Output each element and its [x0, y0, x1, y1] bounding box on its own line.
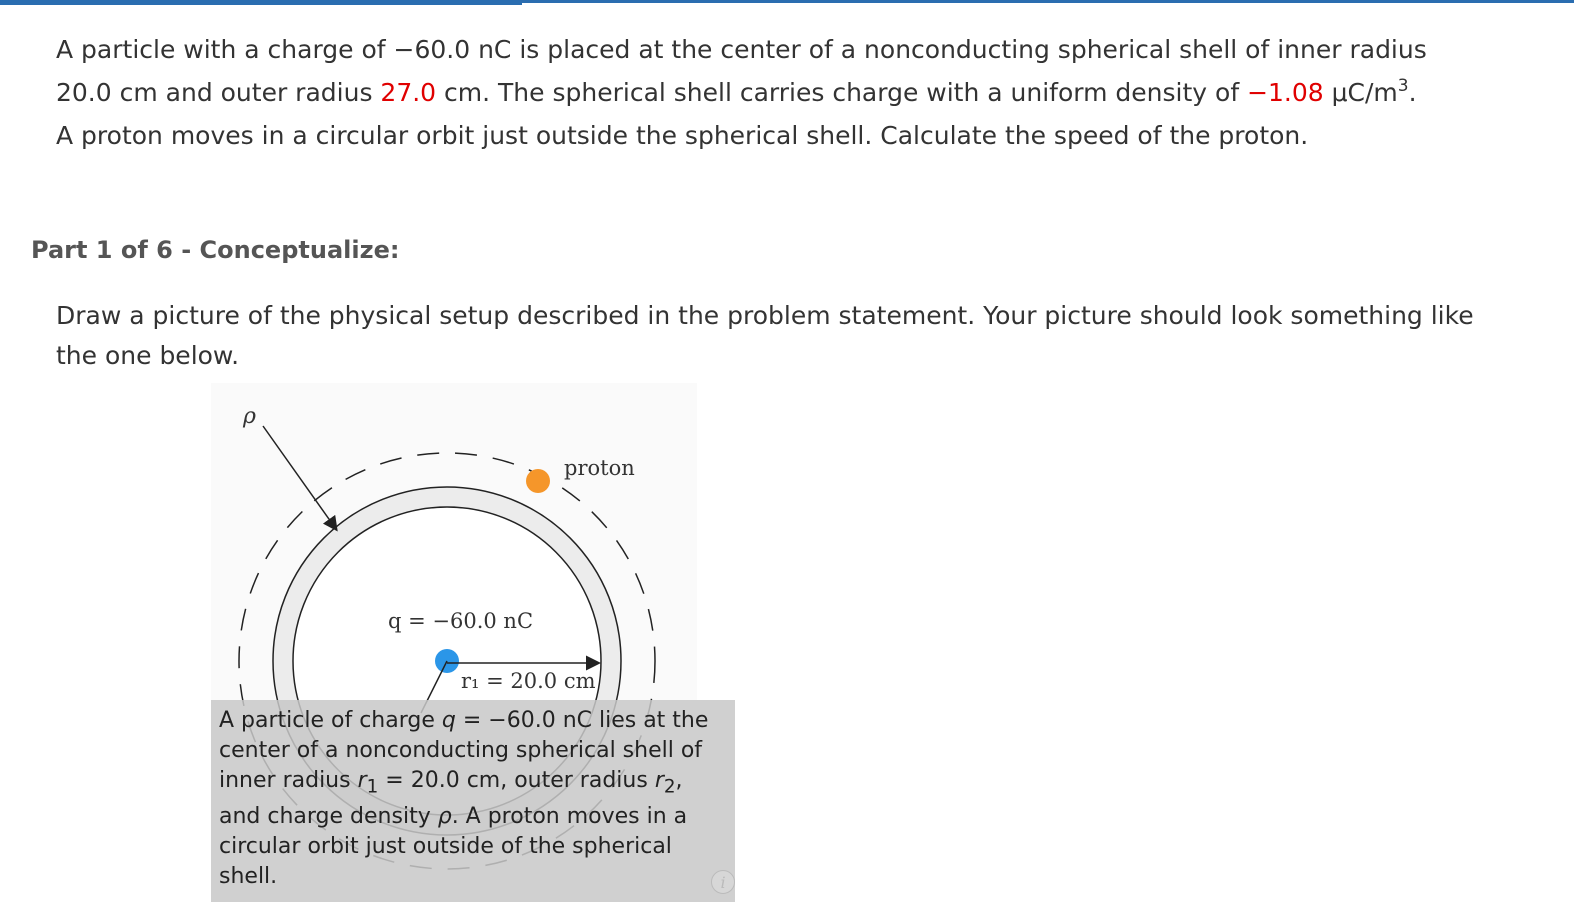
problem-text: .: [1408, 78, 1417, 107]
caption-var-rho: ρ: [437, 804, 452, 830]
info-icon[interactable]: i: [711, 870, 735, 894]
caption-var-q: q: [441, 708, 456, 733]
charge-density-value: −1.08: [1247, 78, 1324, 107]
caption-text: , and charge density: [219, 768, 683, 830]
caption-text: A particle of charge: [219, 708, 442, 733]
problem-text: 20.0 cm and outer radius: [56, 78, 381, 107]
part-title: Part 1 of 6 - Conceptualize:: [31, 236, 400, 264]
caption-text: = 20.0 cm, outer radius: [378, 768, 655, 793]
instructions-text: Draw a picture of the physical setup described in the problem statement. Your picture should look something like the one below.: [56, 301, 1474, 370]
caption-var-r1: r: [357, 768, 367, 793]
caption-text: = −60.0 nC lies at the center of a nonconducting spherical shell of inner radius: [219, 708, 709, 793]
problem-line-3: A proton moves in a circular orbit just outside the spherical shell. Calculate the speed of the proton.: [56, 121, 1309, 150]
problem-line-2: [56, 71, 1526, 114]
problem-line-1: A particle with a charge of −60.0 nC is placed at the center of a nonconducting spherical shell of inner radius: [56, 35, 1427, 64]
outer-radius-value: 27.0: [380, 78, 437, 107]
caption-sub-2: 2: [663, 776, 676, 798]
charge-label: q = −60.0 nC: [388, 609, 534, 633]
problem-text: cm. The spherical shell carries charge with a uniform density of: [436, 78, 1248, 107]
unit-exponent: 3: [1397, 76, 1409, 96]
caption-text: . A proton moves in a circular orbit just outside of the spherical shell.: [219, 804, 688, 890]
problem-unit: μC/m: [1323, 78, 1398, 107]
caption-var-r2: r: [654, 768, 664, 793]
caption-sub-1: 1: [366, 776, 379, 798]
figure-caption: [211, 700, 735, 902]
proton-label: proton: [564, 456, 635, 480]
radius-label: r₁ = 20.0 cm: [461, 669, 596, 693]
proton-dot: [526, 469, 550, 493]
problem-statement: [56, 28, 1526, 157]
top-progress-bar-fill: [0, 0, 522, 5]
rho-label: ρ: [243, 404, 256, 429]
